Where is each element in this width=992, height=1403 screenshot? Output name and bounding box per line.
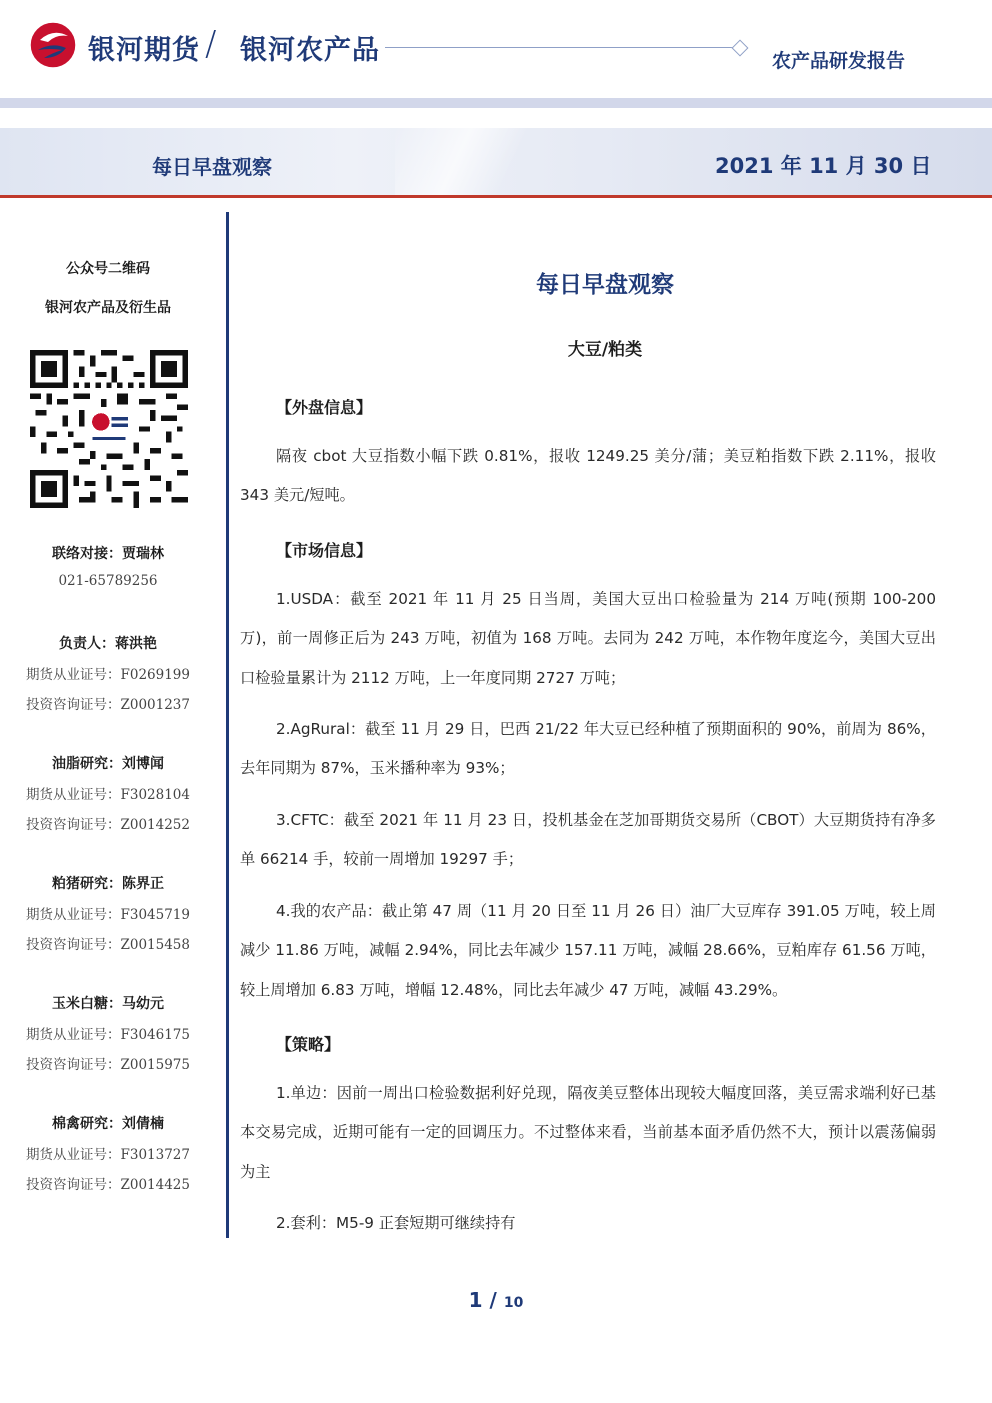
page-separator: / (482, 1288, 504, 1312)
section-heading-market: 【市场信息】 (276, 541, 373, 560)
header-slash: / (205, 24, 217, 64)
page-number (0, 1288, 992, 1312)
banner-title: 每日早盘观察 (152, 155, 272, 179)
futures-license: 期货从业证号：F3013727 (26, 1147, 190, 1163)
company-logo-icon (28, 20, 78, 70)
analyst-role: 负责人：蒋洪艳 (59, 636, 157, 652)
contact-person: 联络对接：贾瑞林 (52, 546, 164, 562)
paragraph-cftc: 3.CFTC：截至 2021 年 11 月 23 日，投机基金在芝加哥期货交易所（CBOT）大豆期货持有净多单 66214 手，较前一周增加 19297 手； (240, 811, 936, 869)
analyst-role: 油脂研究：刘博闻 (52, 756, 164, 772)
futures-license: 期货从业证号：F3045719 (26, 907, 190, 923)
invest-license: 投资咨询证号：Z0015975 (25, 1057, 190, 1073)
paragraph-inventory: 4.我的农产品：截止第 47 周（11 月 20 日至 11 月 26 日）油厂大豆库存 391.05 万吨，较上周减少 11.86 万吨，减幅 2.94%，同比去年减少 157.11 万吨，减幅 28.66%，豆粕库存 61.56 万吨，较上周增加 6.83 万吨，增幅 12.48%，同比去年减少 47 万吨，减幅 43.29%。 (240, 902, 936, 999)
futures-license: 期货从业证号：F3046175 (26, 1027, 190, 1043)
futures-license: 期货从业证号：F0269199 (26, 667, 190, 683)
invest-license: 投资咨询证号：Z0015458 (25, 937, 190, 953)
analyst-role: 粕猪研究：陈界正 (52, 876, 164, 892)
analyst-role: 玉米白糖：马幼元 (52, 996, 164, 1012)
report-date: 2021 年 11 月 30 日 (715, 154, 932, 178)
header-stripe (0, 98, 992, 108)
section-heading-foreign: 【外盘信息】 (276, 398, 373, 417)
page-header (0, 0, 992, 98)
qr-title-2: 银河农产品及衍生品 (45, 300, 171, 316)
qr-title-1: 公众号二维码 (66, 261, 150, 277)
report-type: 农产品研发报告 (772, 50, 906, 72)
qr-code-icon (30, 350, 188, 508)
futures-license: 期货从业证号：F3028104 (26, 787, 190, 803)
contact-phone: 021-65789256 (58, 573, 158, 589)
paragraph-foreign: 隔夜 cbot 大豆指数小幅下跌 0.81%，报收 1249.25 美分/蒲；美豆粕指数下跌 2.11%，报收 343 美元/短吨。 (240, 447, 936, 505)
banner-decoration (395, 128, 555, 195)
header-rule (385, 47, 735, 48)
current-page: 1 (468, 1288, 483, 1312)
invest-license: 投资咨询证号：Z0014252 (25, 817, 190, 833)
total-pages: 10 (503, 1295, 524, 1311)
paragraph-arbitrage: 2.套利：M5-9 正套短期可继续持有 (276, 1214, 516, 1232)
section-subtitle: 大豆/粕类 (567, 340, 643, 360)
invest-license: 投资咨询证号：Z0014425 (25, 1177, 190, 1193)
division-name: 银河农产品 (240, 35, 380, 66)
diamond-icon (732, 40, 749, 57)
analyst-role: 棉禽研究：刘倩楠 (52, 1116, 164, 1132)
paragraph-usda: 1.USDA：截至 2021 年 11 月 25 日当周，美国大豆出口检验量为 214 万吨(预期 100-200 万)，前一周修正后为 243 万吨，初值为 168 万吨。去同为 242 万吨，本作物年度迄今，美国大豆出口检验量累计为 2112 万吨，上一年度同期 2727 万吨； (240, 590, 936, 687)
section-heading-strategy: 【策略】 (276, 1035, 341, 1054)
paragraph-single-side: 1.单边：因前一周出口检验数据利好兑现，隔夜美豆整体出现较大幅度回落，美豆需求端利好已基本交易完成，近期可能有一定的回调压力。不过整体来看，当前基本面矛盾仍然不大，预计以震荡偏弱为主 (240, 1084, 936, 1181)
company-name: 银河期货 (88, 35, 200, 66)
column-divider (226, 212, 229, 1238)
page-title: 每日早盘观察 (536, 272, 674, 298)
invest-license: 投资咨询证号：Z0001237 (25, 697, 190, 713)
paragraph-agrural: 2.AgRural：截至 11 月 29 日，巴西 21/22 年大豆已经种植了预期面积的 90%，前周为 86%，去年同期为 87%，玉米播种率为 93%； (240, 720, 936, 778)
